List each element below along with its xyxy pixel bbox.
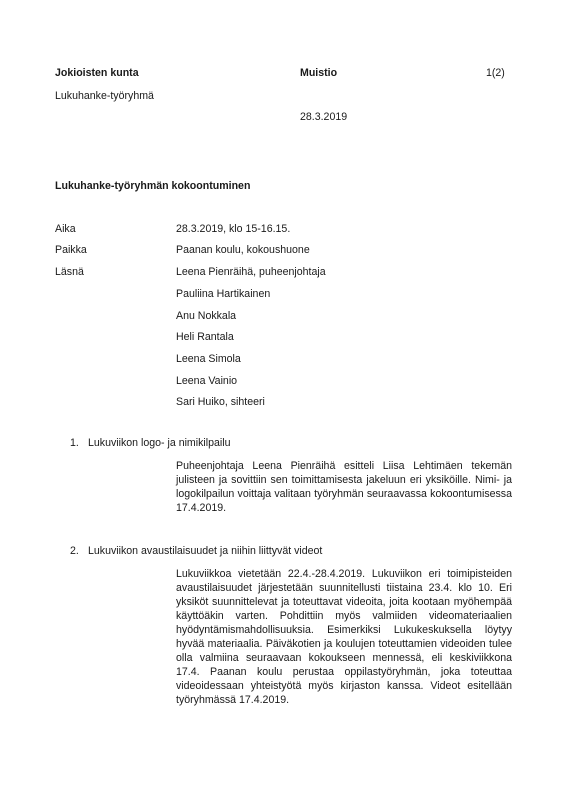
meta-label-time: Aika [55,223,76,235]
organization-name: Jokioisten kunta [55,67,139,79]
attendee-item: Leena Vainio [176,375,238,387]
meta-label-place: Paikka [55,244,87,256]
meta-label-present: Läsnä [55,266,84,278]
attendee-item: Anu Nokkala [176,310,237,322]
section-2-heading [70,545,322,557]
section-1-heading [70,437,231,449]
section-1-body: Puheenjohtaja Leena Pienräihä esitteli Liisa Lehtimäen tekemän julisteen ja sovittiin sen toimittamisesta jakeluun eri yksiköille. Nimi- ja logokilpailun voittaja valitaan työryhmän seuraavassa kokoontumisessa 17.4.2019. [176,460,512,514]
document-title: Lukuhanke-työryhmän kokoontuminen [55,180,251,192]
working-group-name: Lukuhanke-työryhmä [55,90,154,102]
document-date: 28.3.2019 [300,111,348,123]
attendee-item: Leena Simola [176,353,241,365]
attendee-item: Pauliina Hartikainen [176,288,271,300]
section-number: 1. [70,437,79,449]
section-title: Lukuviikon logo- ja nimikilpailu [88,437,231,449]
attendee-item: Heli Rantala [176,331,234,343]
meta-value-time: 28.3.2019, klo 15-16.15. [176,223,291,235]
attendee-item: Sari Huiko, sihteeri [176,396,265,408]
section-2-body: Lukuviikkoa vietetään 22.4.-28.4.2019. Lukuviikon eri toimipisteiden avaustilaisuudet järjestetään suunnitellusti tiistaina 23.4. klo 10. Eri yksiköt suunnittelevat ja toteuttavat videoita, joita kootaan myöhempää käyttöäkin varten. Pohdittiin myös valmiiden videomateriaalien hyödyntämismahdollisuuksia. Esimerkiksi Lukukeskuksella löytyy hyvää materiaalia. Päiväkotien ja koulujen toteuttamien videoiden tulee olla valmiina seuraavaan kokoukseen mennessä, eli keskiviikkona 17.4. Paanan koulu perustaa oppilastyöryhmän, joka toteuttaa videoidessaan yhteistyötä myös kirjaston kanssa. Videot esitellään työryhmässä 17.4.2019. [176,568,512,706]
meta-value-place: Paanan koulu, kokoushuone [176,244,310,256]
section-number: 2. [70,545,79,557]
meta-value-present: Leena Pienräihä, puheenjohtaja [176,266,326,278]
document-type: Muistio [300,67,338,79]
page-number: 1(2) [486,67,505,79]
section-title: Lukuviikon avaustilaisuudet ja niihin liittyvät videot [88,545,323,557]
